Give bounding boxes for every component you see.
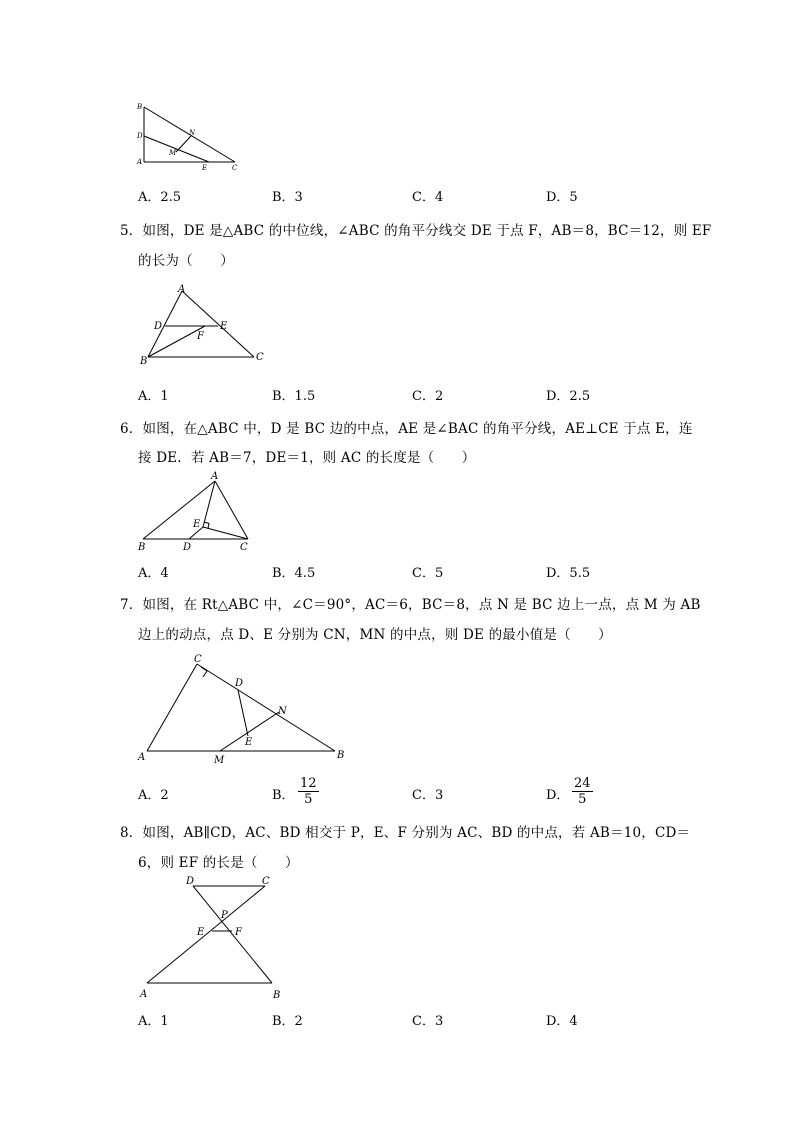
q7-label-e: E xyxy=(245,737,253,748)
q8-figure xyxy=(134,870,294,1002)
q5-label-d: D xyxy=(154,321,163,332)
q8-option-d[interactable]: D．4 xyxy=(546,1014,578,1029)
q7-option-d-numerator: 24 xyxy=(574,776,591,791)
q5-stem-line1: 5．如图，DE 是△ABC 的中位线，∠ABC 的角平分线交 DE 于点 F，AB＝8，BC＝12，则 EF xyxy=(120,223,712,239)
q8-label-f: F xyxy=(235,927,242,938)
q7-option-b-prefix: B． xyxy=(272,788,295,803)
q7-label-n: N xyxy=(278,706,287,717)
q7-option-d-denominator: 5 xyxy=(578,792,587,807)
q7-label-m: M xyxy=(214,755,225,766)
q5-label-c: C xyxy=(256,352,264,363)
q6-figure xyxy=(134,470,264,556)
q4-option-a[interactable]: A．2.5 xyxy=(138,190,182,205)
q7-option-c[interactable]: C．3 xyxy=(412,788,444,803)
q8-label-b: B xyxy=(273,990,281,1001)
q7-label-a: A xyxy=(138,752,146,763)
q7-figure xyxy=(134,650,354,768)
q5-option-a[interactable]: A．1 xyxy=(138,389,169,404)
q4-option-d[interactable]: D．5 xyxy=(546,190,578,205)
q6-option-c[interactable]: C．5 xyxy=(412,566,444,581)
q7-option-b-numerator: 12 xyxy=(300,776,317,791)
q8-option-c[interactable]: C．3 xyxy=(412,1014,444,1029)
q4-label-a: A xyxy=(137,158,143,166)
q4-option-c[interactable]: C．4 xyxy=(412,190,444,205)
q6-label-c: C xyxy=(240,542,248,553)
q5-label-a: A xyxy=(178,284,186,295)
q6-option-b[interactable]: B．4.5 xyxy=(272,566,316,581)
q7-option-d-fraction xyxy=(572,776,593,807)
q8-label-d: D xyxy=(186,876,195,887)
q6-label-a: A xyxy=(211,471,219,482)
q7-option-d-prefix: D． xyxy=(546,788,570,803)
q7-option-a[interactable]: A．2 xyxy=(138,788,169,803)
q6-option-a[interactable]: A．4 xyxy=(138,566,169,581)
q8-stem-line1: 8．如图，AB∥CD，AC、BD 相交于 P，E、F 分别为 AC、BD 的中点，若 AB＝10，CD＝ xyxy=(120,825,691,841)
q6-label-e: E xyxy=(193,519,201,530)
q6-label-b: B xyxy=(138,542,146,553)
q6-stem-line1: 6．如图，在△ABC 中，D 是 BC 边的中点，AE 是∠BAC 的角平分线，AE⊥CE 于点 E，连 xyxy=(120,421,693,437)
q4-label-n: N xyxy=(189,129,196,137)
q5-option-c[interactable]: C．2 xyxy=(412,389,444,404)
q7-label-c: C xyxy=(194,654,202,665)
q7-stem-line1: 7．如图，在 Rt△ABC 中，∠C＝90°，AC＝6，BC＝8，点 N 是 BC 边上一点，点 M 为 AB xyxy=(120,597,701,613)
q4-label-e: E xyxy=(202,164,208,172)
q8-label-c: C xyxy=(262,876,270,887)
q6-option-d[interactable]: D．5.5 xyxy=(546,566,591,581)
q5-label-b: B xyxy=(140,356,148,367)
q5-option-d[interactable]: D．2.5 xyxy=(546,389,591,404)
q5-label-e: E xyxy=(220,321,228,332)
q7-option-b-denominator: 5 xyxy=(304,792,313,807)
q7-label-d: D xyxy=(235,678,244,689)
q4-label-d: D xyxy=(137,132,143,140)
q7-option-d[interactable] xyxy=(546,784,569,803)
q8-stem-line2: 6，则 EF 的长是（ ） xyxy=(138,855,299,871)
q7-stem-line2: 边上的动点，点 D、E 分别为 CN，MN 的中点，则 DE 的最小值是（ ） xyxy=(138,627,612,643)
q4-label-b: B xyxy=(137,103,143,111)
q8-label-e: E xyxy=(197,927,205,938)
q4-figure xyxy=(132,98,244,174)
q7-option-b[interactable] xyxy=(272,784,295,803)
q8-option-b[interactable]: B．2 xyxy=(272,1014,303,1029)
q5-figure xyxy=(134,282,274,368)
q8-option-a[interactable]: A．1 xyxy=(138,1014,169,1029)
q4-label-m: M xyxy=(169,149,177,157)
q5-stem-line2: 的长为（ ） xyxy=(138,253,234,269)
q6-stem-line2: 接 DE．若 AB＝7，DE＝1，则 AC 的长度是（ ） xyxy=(138,450,476,466)
q7-label-b: B xyxy=(337,750,345,761)
q4-label-c: C xyxy=(232,164,238,172)
q8-label-a: A xyxy=(140,989,148,1000)
q6-label-d: D xyxy=(183,542,192,553)
q8-label-p: P xyxy=(221,910,228,921)
q4-option-b[interactable]: B．3 xyxy=(272,190,303,205)
q7-option-b-fraction xyxy=(298,776,319,807)
q5-label-f: F xyxy=(197,331,204,342)
q5-option-b[interactable]: B．1.5 xyxy=(272,389,316,404)
